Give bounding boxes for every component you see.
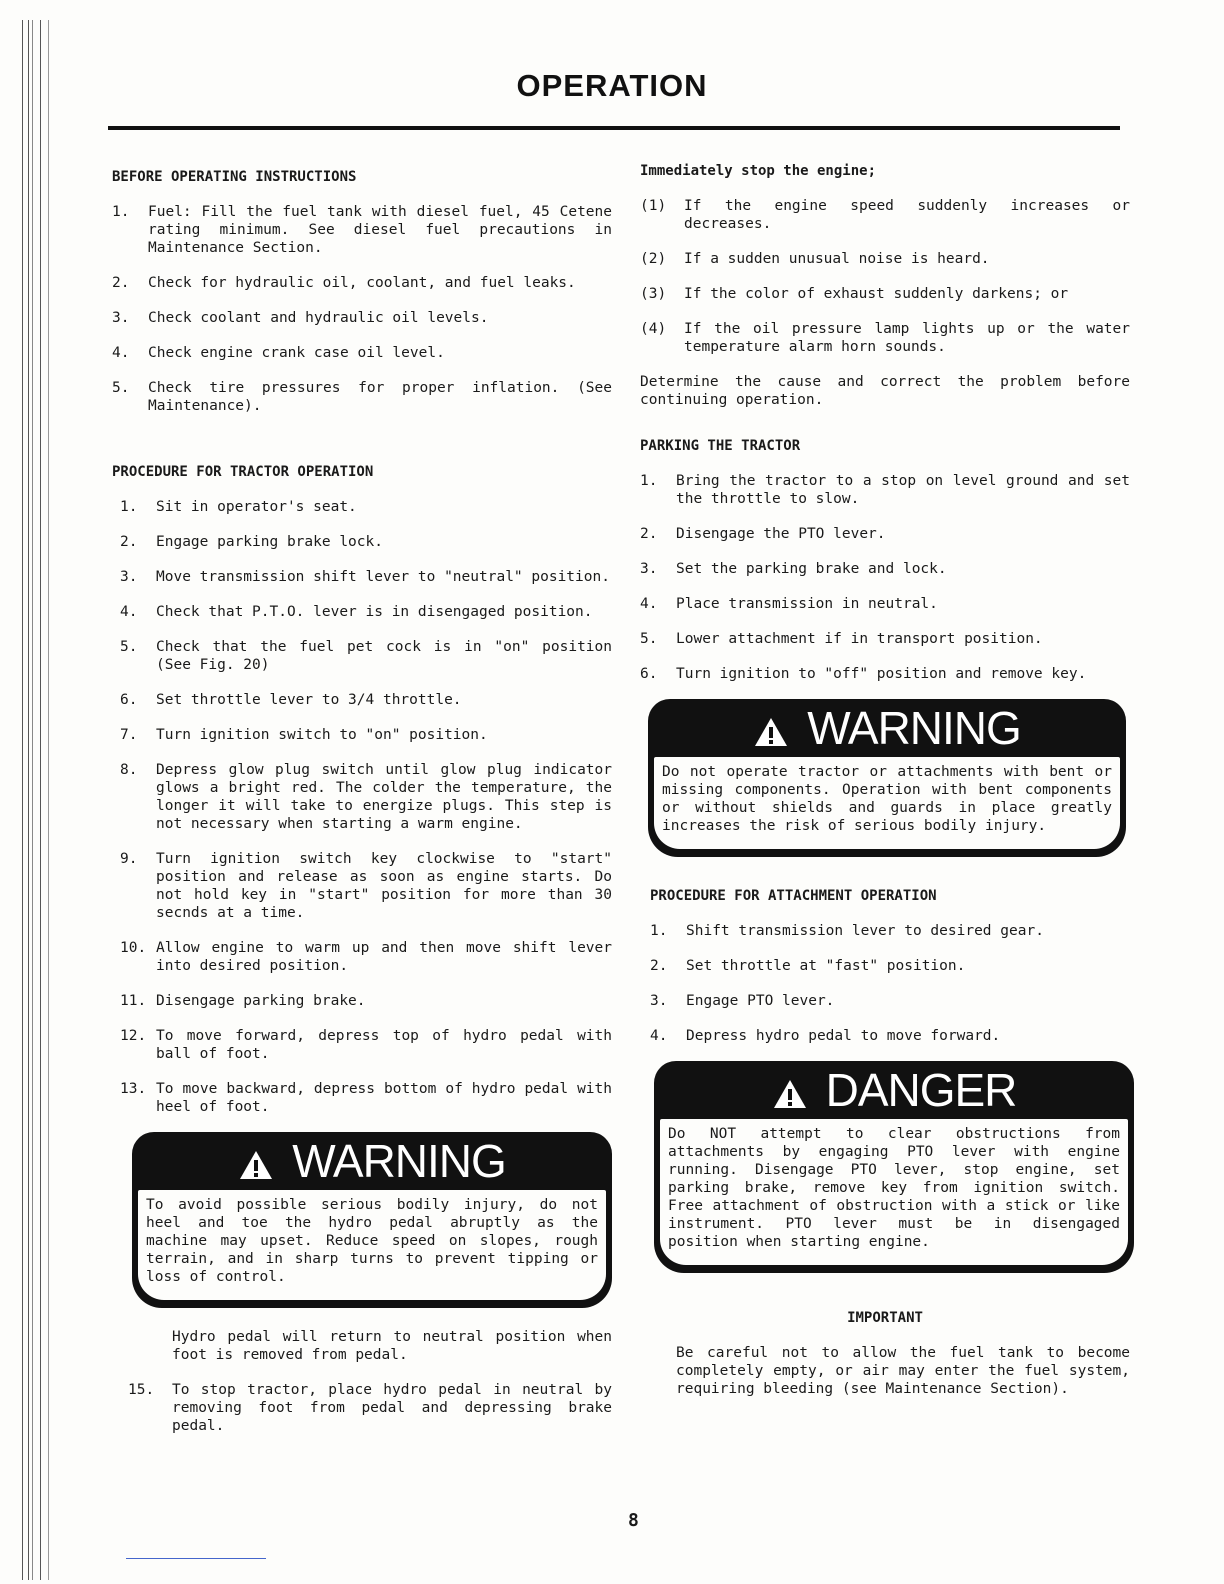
list-item: 6. Set throttle lever to 3/4 throttle.: [120, 692, 462, 708]
list-item: (4) If the oil pressure lamp lights up or the water temperature alarm horn sounds.: [640, 321, 1130, 355]
binding-edge: [18, 20, 58, 1580]
attachment-section: [640, 887, 1130, 1045]
list-item: 3. Check coolant and hydraulic oil levels.: [112, 310, 489, 326]
attachment-heading: PROCEDURE FOR ATTACHMENT OPERATION: [650, 888, 937, 904]
list-item: 1. Fuel: Fill the fuel tank with diesel fuel, 45 Cetene rating minimum. See diesel fuel precautions in Maintenance Section.: [112, 204, 612, 256]
list-item: 3. Move transmission shift lever to "neutral" position.: [120, 569, 610, 585]
warning-header: [654, 699, 1120, 757]
list-item: 11. Disengage parking brake.: [120, 993, 366, 1009]
list-item: 3. Set the parking brake and lock.: [640, 561, 947, 577]
important-heading: IMPORTANT: [847, 1310, 923, 1326]
list-item: 6. Turn ignition to "off" position and remove key.: [640, 666, 1087, 682]
danger-box: [654, 1061, 1134, 1273]
list-item: 4. Depress hydro pedal to move forward.: [650, 1028, 1001, 1044]
list-item: 15. To stop tractor, place hydro pedal in neutral by removing foot from pedal and depressing brake pedal.: [128, 1382, 612, 1434]
list-item: 2. Check for hydraulic oil, coolant, and fuel leaks.: [112, 275, 576, 291]
list-item: 1. Bring the tractor to a stop on level ground and set the throttle to slow.: [640, 473, 1130, 507]
warning-triangle-icon: [753, 716, 789, 748]
warning-triangle-icon: [772, 1078, 808, 1110]
list-item: (1) If the engine speed suddenly increases or decreases.: [640, 198, 1130, 232]
tractor-operation-heading: PROCEDURE FOR TRACTOR OPERATION: [112, 464, 374, 480]
warning-box-components: [648, 699, 1126, 857]
list-item: 4. Check that P.T.O. lever is in disengaged position.: [120, 604, 593, 620]
list-item: 4. Check engine crank case oil level.: [112, 345, 445, 361]
before-operating-list: [112, 203, 612, 415]
warning-triangle-icon: [238, 1149, 274, 1181]
list-item: 9. Turn ignition switch key clockwise to "start" position and release as soon as engine starts. Do not hold key in "start" position for more than 30 secnds at a time.: [120, 851, 612, 921]
list-item: 8. Depress glow plug switch until glow plug indicator glows a bright red. The colder the temperature, the longer it will take to energize plugs. This step is not necessary when starting a warm engine.: [120, 762, 612, 832]
danger-text: Do NOT attempt to clear obstructions from attachments by engaging PTO lever with engine running. Disengage PTO lever, stop engine, set parking brake, remove key from ignition switch. Free attachment of obstruction with a stick or like instrument. PTO lever must be in disengaged position when starting engine.: [660, 1119, 1128, 1265]
list-item: 2. Engage parking brake lock.: [120, 534, 383, 550]
list-item: (3) If the color of exhaust suddenly darkens; or: [640, 286, 1069, 302]
title-rule: [108, 126, 1120, 130]
warning-text: To avoid possible serious bodily injury, do not heel and toe the hydro pedal abruptly as the machine may upset. Reduce speed on slopes, rough terrain, and in sharp turns to prevent tipping or loss of control.: [138, 1190, 606, 1300]
list-item: 5. Check that the fuel pet cock is in "on" position (See Fig. 20): [120, 639, 612, 673]
list-item: 5. Lower attachment if in transport position.: [640, 631, 1043, 647]
page-number: 8: [628, 1510, 639, 1531]
list-item: 13. To move backward, depress bottom of hydro pedal with heel of foot.: [120, 1081, 612, 1115]
tractor-operation-list: [112, 498, 612, 1116]
list-item: (2) If a sudden unusual noise is heard.: [640, 251, 990, 267]
list-item: 1. Sit in operator's seat.: [120, 499, 357, 515]
warning-text: Do not operate tractor or attachments with bent or missing components. Operation with bent components or without shields and guards in place greatly increases the risk of serious bodily injury.: [654, 757, 1120, 849]
list-item: 2. Set throttle at "fast" position.: [650, 958, 966, 974]
warning-header: [138, 1132, 606, 1190]
stop-engine-list: [640, 197, 1130, 356]
important-text: Be careful not to allow the fuel tank to become completely empty, or air may enter the fuel system, requiring bleeding (see Maintenance Section).: [676, 1345, 1130, 1397]
danger-header: [660, 1061, 1128, 1119]
warning-label: WARNING: [807, 702, 1021, 754]
list-item: 5. Check tire pressures for proper inflation. (See Maintenance).: [112, 380, 612, 414]
parking-heading: PARKING THE TRACTOR: [640, 438, 801, 454]
list-item: 10. Allow engine to warm up and then move shift lever into desired position.: [120, 940, 612, 974]
list-item: 2. Disengage the PTO lever.: [640, 526, 886, 542]
list-item: 1. Shift transmission lever to desired gear.: [650, 923, 1044, 939]
warning-label: WARNING: [292, 1135, 506, 1187]
page-title: OPERATION: [516, 68, 708, 103]
danger-label: DANGER: [825, 1064, 1017, 1116]
list-item: 7. Turn ignition switch to "on" position.: [120, 727, 488, 743]
list-item: 12. To move forward, depress top of hydro pedal with ball of foot.: [120, 1028, 612, 1062]
right-column: [640, 162, 1130, 1415]
left-column: [112, 168, 612, 1452]
list-item: 3. Engage PTO lever.: [650, 993, 835, 1009]
warning-box-hydro: [132, 1132, 612, 1308]
parking-list: [640, 472, 1130, 683]
footer-line: [126, 1558, 266, 1559]
stop-engine-heading: Immediately stop the engine;: [640, 163, 877, 179]
list-item: 4. Place transmission in neutral.: [640, 596, 938, 612]
hydro-note: Hydro pedal will return to neutral position when foot is removed from pedal.: [172, 1329, 612, 1363]
determine-cause-text: Determine the cause and correct the problem before continuing operation.: [640, 374, 1130, 408]
before-operating-heading: BEFORE OPERATING INSTRUCTIONS: [112, 169, 357, 185]
